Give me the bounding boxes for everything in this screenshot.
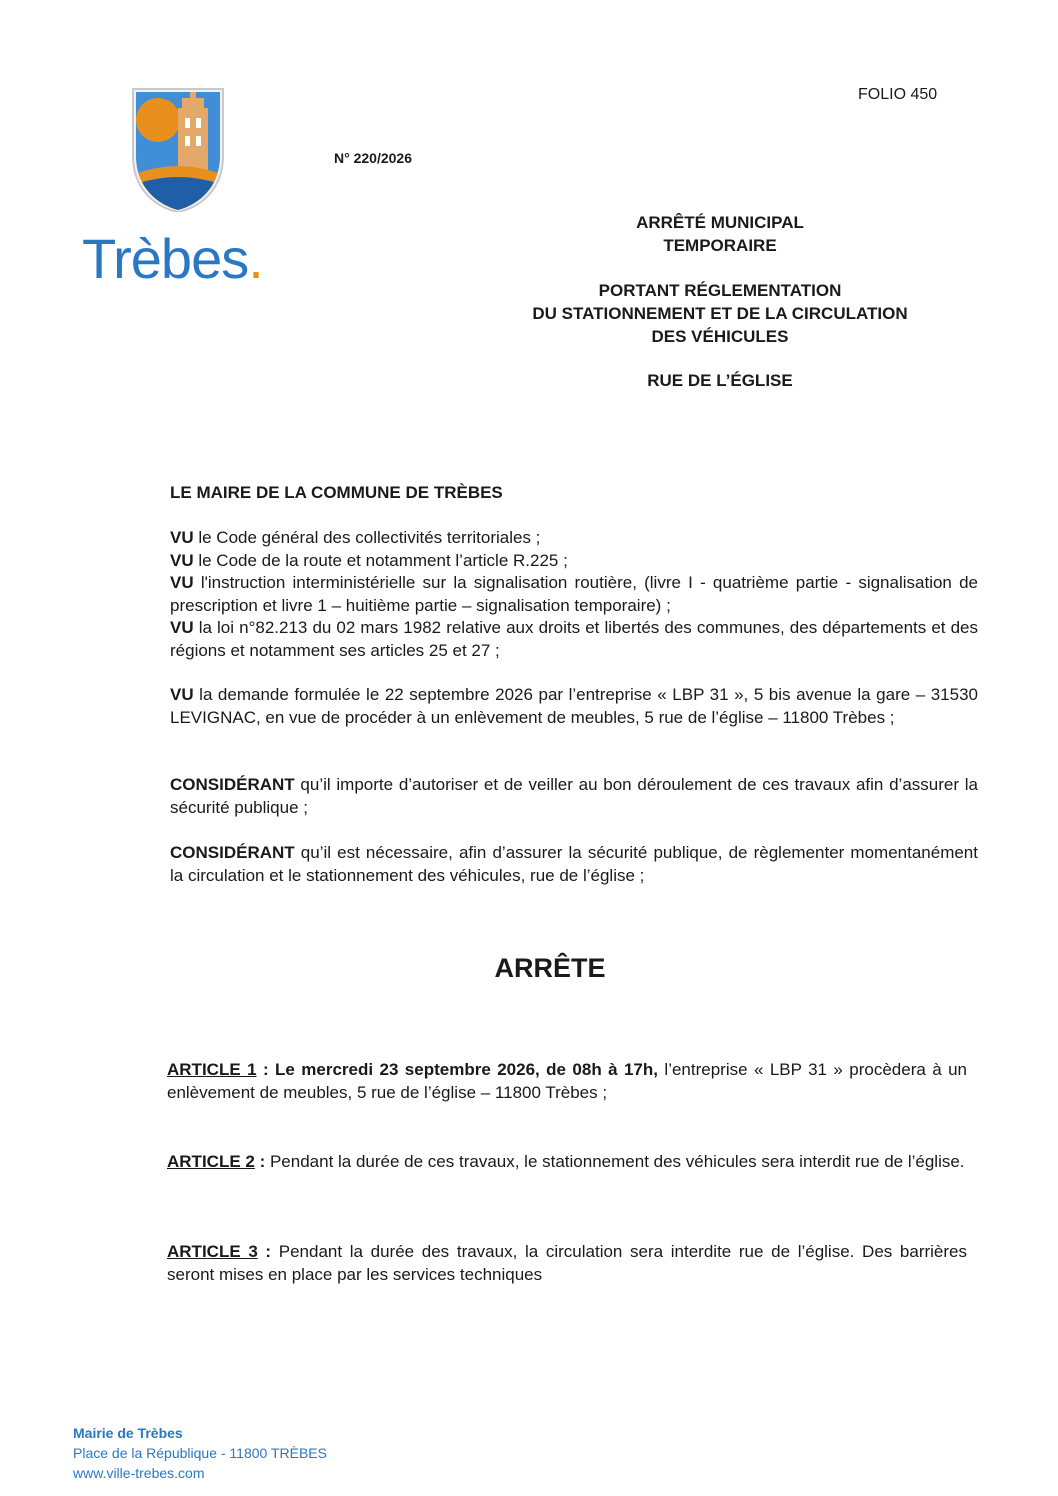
subject-line: DU STATIONNEMENT ET DE LA CIRCULATION: [532, 304, 908, 323]
considerant-2: CONSIDÉRANT qu’il est nécessaire, afin d’assurer la sécurité publique, de règlementer momentanément la circulation et le stationnement des véhicules, rue de l’église ;: [170, 843, 978, 885]
subject-line: DES VÉHICULES: [651, 327, 789, 346]
visa-list: [170, 527, 978, 663]
decree-subject: [470, 279, 970, 348]
title-line: TEMPORAIRE: [663, 236, 777, 255]
footer-street: Place de la République - 11800 TRÈBES: [73, 1445, 327, 1461]
visa-item: VU le Code général des collectivités territoriales ;: [170, 528, 541, 547]
article-1: ARTICLE 1 : Le mercredi 23 septembre 2026, de 08h à 17h, l’entreprise « LBP 31 » procèdera à un enlèvement de meubles, 5 rue de l’église – 11800 Trèbes ;: [167, 1060, 967, 1102]
title-line: ARRÊTÉ MUNICIPAL: [636, 213, 804, 232]
footer-name: Mairie de Trèbes: [73, 1425, 183, 1441]
visa-item: VU la loi n°82.213 du 02 mars 1982 relative aux droits et libertés des communes, des départements et des régions et notamment ses articles 25 et 27 ;: [170, 618, 978, 660]
trebes-coat-of-arms-logo: [130, 86, 226, 212]
trebes-wordmark: Trèbes.: [82, 227, 263, 290]
decree-number: N° 220/2026: [334, 150, 412, 166]
subject-line: PORTANT RÉGLEMENTATION: [598, 281, 842, 300]
considerant-1: CONSIDÉRANT qu’il importe d’autoriser et de veiller au bon déroulement de ces travaux afin d’assurer la sécurité publique ;: [170, 775, 978, 817]
visa-item: VU le Code de la route et notamment l’article R.225 ;: [170, 550, 568, 570]
issuing-authority: LE MAIRE DE LA COMMUNE DE TRÈBES: [170, 483, 503, 502]
visa-item: VU l'instruction interministérielle sur la signalisation routière, (livre I - quatrième partie - signalisation de prescription et livre 1 – huitième partie – signalisation temporaire) ;: [170, 573, 978, 615]
footer-website: www.ville-trebes.com: [73, 1465, 205, 1481]
footer-address: [73, 1423, 327, 1483]
folio-number: FOLIO 450: [858, 86, 938, 103]
article-3: ARTICLE 3 : Pendant la durée des travaux, la circulation sera interdite rue de l’église. Des barrières seront mises en place par les services techniques: [167, 1242, 968, 1284]
decree-title: [470, 211, 970, 257]
decree-location: RUE DE L’ÉGLISE: [647, 371, 793, 390]
visa-request: VU la demande formulée le 22 septembre 2026 par l’entreprise « LBP 31 », 5 bis avenue la gare – 31530 LEVIGNAC, en vue de procéder à un enlèvement de meubles, 5 rue de l’église – 11800 Trèbes ;: [170, 685, 978, 727]
article-2: ARTICLE 2 : Pendant la durée de ces travaux, le stationnement des véhicules sera interdit rue de l’église.: [167, 1152, 965, 1171]
arrete-heading: ARRÊTE: [494, 953, 606, 983]
